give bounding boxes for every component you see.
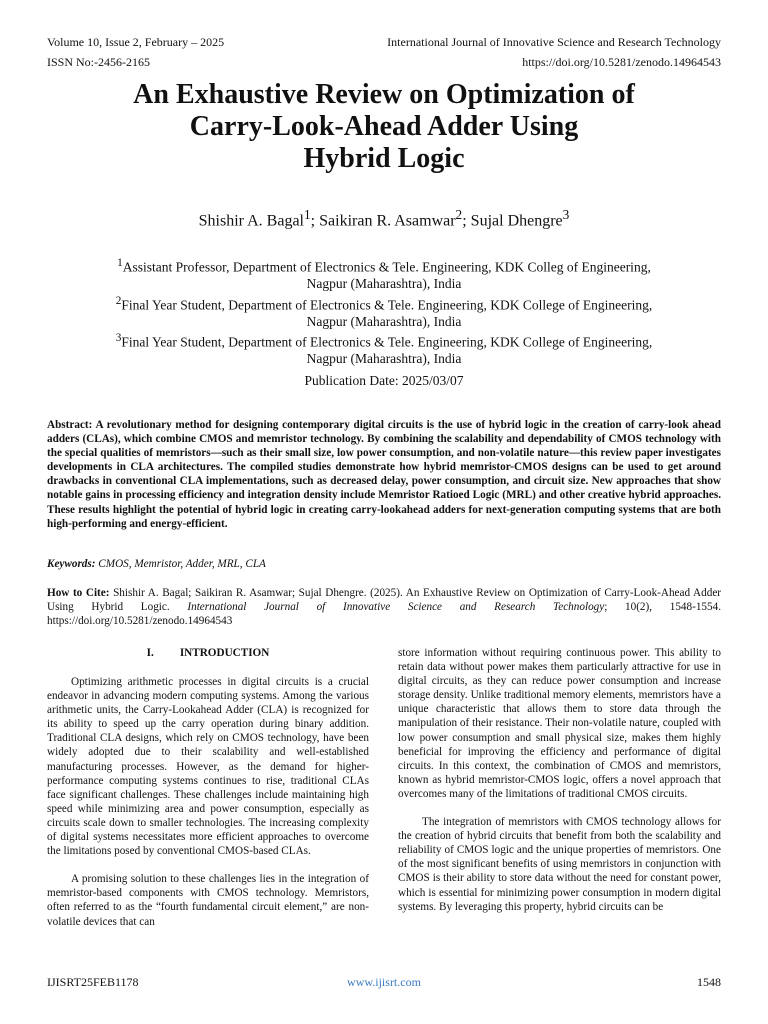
affiliations [40, 255, 728, 368]
citation-pages: 10(2), 1548-1554. [625, 601, 721, 614]
author-name: Shishir A. Bagal [198, 212, 304, 230]
citation-journal: International Journal of Innovative Science and Research Technology [187, 601, 605, 614]
author-sup: 3 [562, 207, 570, 222]
affiliation-line [40, 293, 728, 314]
affiliation-sup: 3 [115, 332, 122, 344]
keywords-label: Keywords: [47, 558, 96, 570]
abstract [47, 418, 721, 531]
citation-doi[interactable]: https://doi.org/10.5281/zenodo.14964543 [47, 615, 233, 628]
affiliation-location: Nagpur (Maharashtra), India [306, 351, 462, 366]
journal-name: International Journal of Innovative Science and Research Technology [387, 35, 721, 49]
issn: ISSN No:-2456-2165 [47, 55, 151, 69]
affiliation-sup: 1 [117, 257, 123, 269]
author-list: Shishir A. Bagal$^1$; Saikiran R. Asamwar$^2$; Sujal Dhengre$^3$ [198, 207, 570, 230]
affiliation-location: Nagpur (Maharashtra), India [306, 276, 462, 291]
author-name: Sujal Dhengre [470, 212, 563, 230]
title-line: Hybrid Logic [303, 143, 465, 174]
paper-id: IJISRT25FEB1178 [47, 975, 139, 989]
website-link[interactable]: www.ijisrt.com [347, 975, 421, 989]
author-sup: 1 [304, 207, 311, 222]
section-number: I. [146, 647, 154, 659]
abstract-text: A revolutionary method for designing contemporary digital circuits is the use of hybrid logic in the creation of carry-look ahead adders (CLAs), which combine CMOS and memristor technology. By combining the scalability and dependability of CMOS technology with the special qualities of memristors—such as their small size, low power consumption, and non-volatile nature—this review paper investigates developments in CLA architectures. The compiled studies demonstrate how hybrid memristor-CMOS designs can be used to get around drawbacks in conventional CLA implementations, such as decreased delay, power consumption, and circuit size. New approaches that show notable gains in processing efficiency and integration density include Memristor Ratioed Logic (MRL) and other creative hybrid approaches. These results highlight the potential of hybrid logic in creating carry-lookahead adders for next-generation computing systems that are both high-performing and energy-efficient. [47, 419, 721, 530]
affiliation-line [40, 330, 728, 351]
left-column [47, 675, 369, 929]
publication-date: Publication Date: 2025/03/07 [304, 373, 464, 388]
affiliation-line [40, 255, 728, 276]
title-line: An Exhaustive Review on Optimization of [133, 79, 635, 110]
keywords-text: CMOS, Memristor, Adder, MRL, CLA [98, 558, 266, 570]
abstract-label: Abstract: [47, 419, 93, 431]
citation-text: Shishir A. Bagal; Saikiran R. Asamwar; Sujal Dhengre. (2025). An Exhaustive Review on Optimization of Carry-Look-Ahead Adder Using Hybrid Logic. [47, 587, 722, 614]
affiliation-text: Assistant Professor, Department of Electronics & Tele. Engineering, KDK Colleg of Engineering, [122, 259, 651, 275]
keywords [47, 557, 721, 571]
page-number: 1548 [697, 975, 721, 989]
body-paragraph: Optimizing arithmetic processes in digital circuits is a crucial endeavor in advancing modern computing systems. Among the various arithmetic units, the Carry-Lookahead Adder (CLA) is recognized for its ability to speed up the carry operation during binary addition. Traditional CLA designs, which rely on CMOS technology, have been widely adopted due to their scalability and well-established manufacturing processes. However, as the demand for higher-performance computing systems continues to rise, traditional CLAs face significant challenges. These challenges include maintaining high speed while minimizing area and power consumption, especially as circuits scale down to smaller technologies. The increasing complexity of digital systems necessitates more efficient approaches to overcome the limitations posed by conventional CMOS-based CLAs. [47, 676, 369, 858]
volume-info: Volume 10, Issue 2, February – 2025 [47, 35, 225, 49]
paper-title [40, 79, 728, 175]
how-to-cite-label: How to Cite: [47, 587, 110, 599]
section-title: INTRODUCTION [179, 647, 270, 659]
author-name: Saikiran R. Asamwar [319, 212, 456, 230]
affiliation-text: Final Year Student, Department of Electronics & Tele. Engineering, KDK College of Engineering, [121, 297, 653, 312]
body-paragraph: store information without requiring continuous power. This ability to retain data without power makes them particularly attractive for use in digital circuits, as they can reduce power consumption and increase storage density. Unlike traditional memory elements, memristors have a unique characteristic that allows them to store data through the manipulation of their resistance. Their non-volatile nature, coupled with low power consumption and small physical size, makes them highly beneficial for improving the efficiency and performance of digital circuits. In this context, the combination of CMOS and memristors, known as hybrid memristor-CMOS logic, offers a novel approach that overcomes many of the limitations of traditional CMOS circuits. [398, 647, 721, 800]
body-paragraph: The integration of memristors with CMOS technology allows for the creation of hybrid circuits that benefit from both the scalability and reliability of CMOS logic and the unique properties of memristors. One of the most significant benefits of using memristors in conjunction with CMOS is their ability to store data without the need for constant power, which is essential for minimizing power consumption in modern digital systems. By leveraging this property, hybrid circuits can be [398, 816, 721, 913]
author-sup: 2 [455, 207, 463, 222]
affiliation-location: Nagpur (Maharashtra), India [306, 313, 462, 329]
header-doi[interactable]: https://doi.org/10.5281/zenodo.14964543 [522, 55, 721, 69]
body-paragraph: A promising solution to these challenges lies in the integration of memristor-based components with CMOS technology. Memristors, often referred to as the “fourth fundamental circuit element,” are non-volatile devices that can [47, 873, 369, 928]
section-heading [47, 646, 369, 660]
title-line: Carry-Look-Ahead Adder Using [189, 111, 579, 142]
affiliation-text: Final Year Student, Department of Electronics & Tele. Engineering, KDK College of Engineering, [121, 334, 653, 350]
right-column [398, 646, 721, 914]
how-to-cite: How to Cite: Shishir A. Bagal; Saikiran R. Asamwar; Sujal Dhengre. (2025). An Exhaustive Review on Optimization of Carry-Look-Ahead Adder Using Hybrid Logic. International Journal of Innovative Science and Research Technology; 10(2), 1548-1554. https://doi.org/10.5281/zenodo.14964543 [47, 587, 722, 628]
affiliation-sup: 2 [115, 294, 122, 307]
